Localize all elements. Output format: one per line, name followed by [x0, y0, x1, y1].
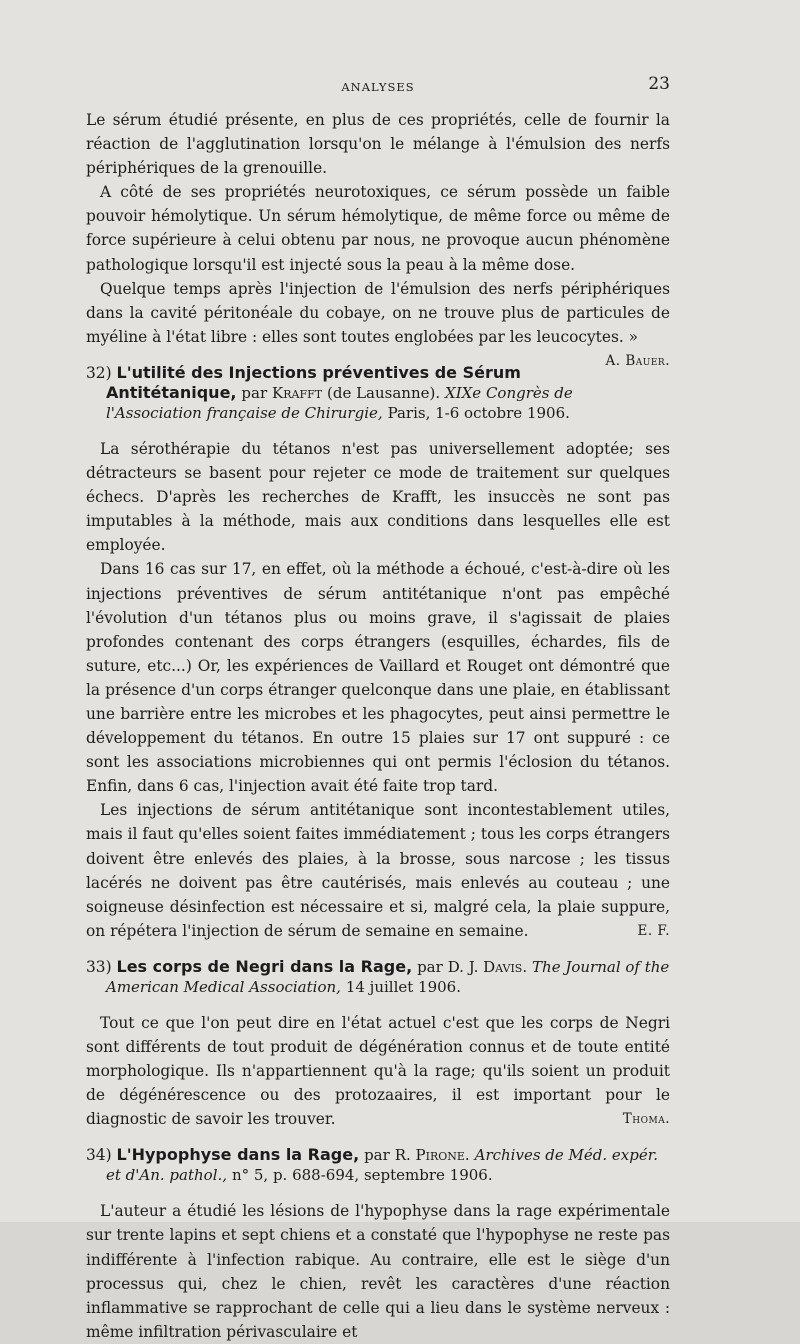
page-number: 23	[648, 74, 670, 94]
article-32-paragraph-1: La sérothérapie du tétanos n'est pas universellement adoptée; ses détracteurs se basent pour rejeter ce mode de traitement sur quelques échecs. D'après les recherches de Krafft, les insuccès ne sont pas imputables à la méthode, mais aux conditions dans lesquelles elle est employée.	[86, 439, 670, 555]
article-32-paragraph-3	[86, 798, 670, 943]
article-32	[86, 363, 670, 943]
article-33-paragraph-1	[86, 1011, 670, 1131]
article-34-author: R. Pirone.	[394, 1146, 470, 1165]
article-34-date: n° 5, p. 688-694, septembre 1906.	[231, 1166, 493, 1185]
intro-paragraph-3-text: Quelque temps après l'injection de l'émulsion des nerfs périphériques dans la cavité péritonéale du cobaye, on ne trouve plus de particules de myéline à l'état libre : elles sont toutes englobées par les leucocytes. »	[86, 279, 670, 346]
article-32-journal: XIXe Congrès de l'Association française de Chirurgie,	[106, 383, 573, 422]
article-33-author: D. J. Davis.	[447, 957, 528, 976]
article-32-date: Paris, 1-6 octobre 1906.	[387, 403, 570, 422]
intro-paragraph-1: Le sérum étudié présente, en plus de ces propriétés, celle de fournir la réaction de l'agglutination lorsqu'on le mélange à l'émulsion des nerfs périphériques de la grenouille.	[86, 111, 670, 178]
article-34-by: par	[364, 1146, 390, 1165]
article-32-author: Krafft	[272, 383, 323, 402]
article-33-journal: The Journal of the American Medical Association,	[106, 957, 670, 996]
article-32-paragraph-2: Dans 16 cas sur 17, en effet, où la méthode a échoué, c'est-à-dire où les injections préventives de sérum antitétanique n'ont pas empêché l'évolution d'un tétanos plus ou moins grave, il s'agissait de plaies profondes contenant des corps étrangers (esquilles, échardes, fils de suture, etc...) Or, les expériences de Vaillard et Rouget ont démontré que la présence d'un corps étranger quelconque dans une plaie, en établissant une barrière entre les microbes et les phagocytes, peut ainsi permettre le développement du tétanos. En outre 15 plaies sur 17 ont suppuré : ce sont les associations microbiennes qui ont permis l'éclosion du tétanos. Enfin, dans 6 cas, l'injection avait été faite trop tard.	[86, 560, 670, 796]
article-33-signature: Thoma.	[622, 1111, 670, 1128]
page-content	[86, 108, 670, 1344]
article-32-paragraph-3-text: Les injections de sérum antitétanique sont incontestablement utiles, mais il faut qu'elles soient faites immédiatement ; tous les corps étrangers doivent être enlevés des plaies, à la brosse, sous narcose ; les tissus lacérés ne doivent pas être cautérisés, mais enlevés au couteau ; une soigneuse désinfection est nécessaire et si, malgré cela, la plaie suppure, on répétera l'injection de sérum de semaine en semaine.	[86, 801, 670, 940]
article-33	[86, 957, 670, 1131]
article-34	[86, 1145, 670, 1344]
intro-paragraph-2: A côté de ses propriétés neurotoxiques, ce sérum possède un faible pouvoir hémolytique. Un sérum hémolytique, de même force ou même de force supérieure à celui obtenu par nous, ne provoque aucun phénomène pathologique lorsqu'il est injecté sous la peau à la même dose.	[86, 183, 670, 274]
intro-signature: A. Bauer.	[605, 352, 670, 369]
article-34-journal: Archives de Méd. expér. et d'An. pathol.,	[106, 1146, 659, 1185]
article-33-title: Les corps de Negri dans la Rage,	[116, 956, 413, 976]
article-33-heading	[86, 957, 670, 997]
article-33-date: 14 juillet 1906.	[345, 977, 461, 996]
article-32-by: par	[241, 383, 268, 402]
article-34-paragraph-1: L'auteur a étudié les lésions de l'hypophyse dans la rage expérimentale sur trente lapins et sept chiens et a constaté que l'hypophyse ne reste pas indifférente à l'infection rabique. Au contraire, elle est le siège d'un processus qui, chez le chien, revêt les caractères d'une réaction inflammative se rapprochant de celle qui a lieu dans le système nerveux : même infiltration périvasculaire et	[86, 1202, 670, 1341]
article-32-title: L'utilité des Injections préventives de Sérum Antitétanique,	[106, 362, 521, 402]
article-34-title: L'Hypophyse dans la Rage,	[116, 1145, 360, 1165]
article-33-by: par	[417, 957, 443, 976]
article-32-heading	[86, 363, 670, 423]
article-34-number: 34)	[86, 1146, 112, 1165]
article-33-paragraph-1-text: Tout ce que l'on peut dire en l'état actuel c'est que les corps de Negri sont différents de tout produit de dégénération connus et de toute entité morphologique. Ils n'appartiennent qu'à la rage; qu'ils soient un produit de dégénérescence ou des protozaaires, il est important pour le diagnostic de savoir les trouver.	[86, 1013, 670, 1129]
intro-section	[86, 108, 670, 369]
article-32-signature: E. F.	[637, 922, 670, 939]
article-32-number: 32)	[86, 363, 112, 382]
article-32-author-place: (de Lausanne).	[326, 383, 441, 402]
article-34-heading	[86, 1145, 670, 1185]
article-33-number: 33)	[86, 957, 112, 976]
page-header	[86, 74, 670, 98]
intro-paragraph-3	[86, 277, 670, 369]
running-head: ANALYSES	[341, 80, 415, 94]
